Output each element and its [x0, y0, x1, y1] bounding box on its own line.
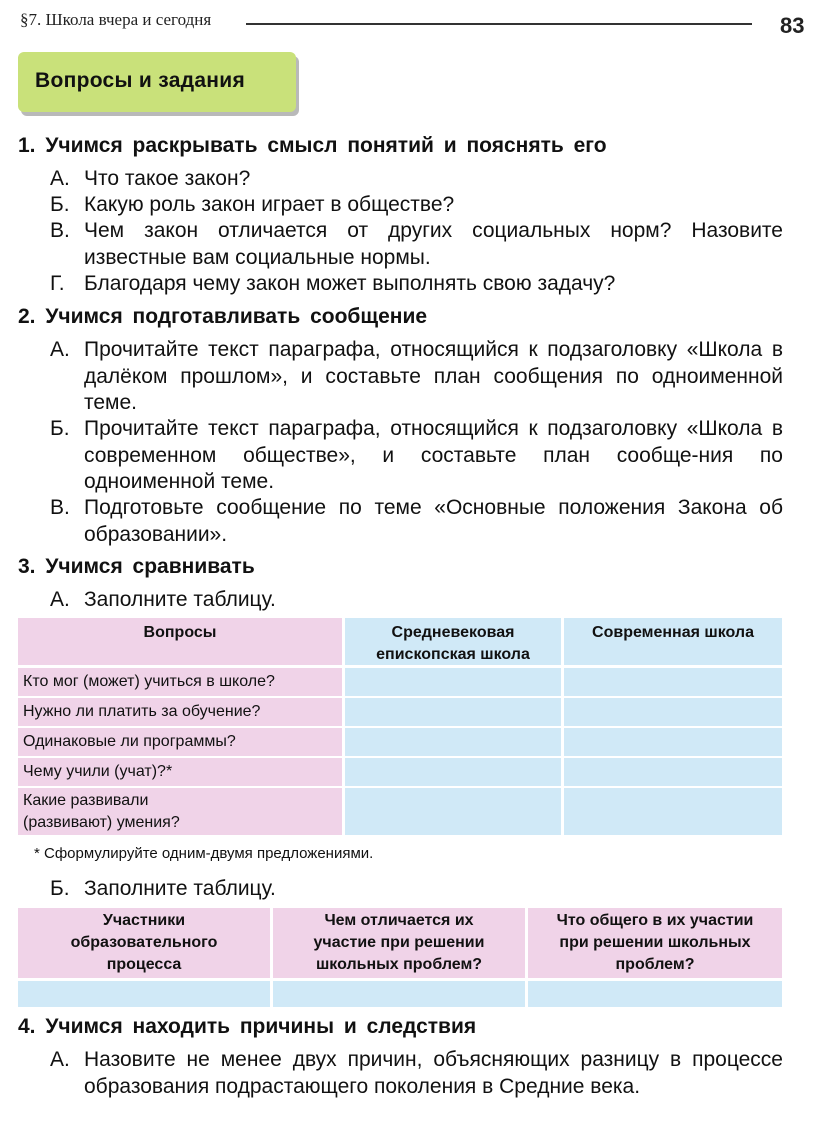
- item-letter: А.: [50, 588, 70, 611]
- list-item: [50, 587, 550, 614]
- table-cell[interactable]: [345, 698, 561, 726]
- table-row-label: Какие развивали (развивают) умения?: [18, 788, 342, 835]
- table-cell[interactable]: [564, 668, 782, 696]
- table-row-label: Кто мог (может) учиться в школе?: [18, 668, 342, 696]
- item-letter: Б.: [50, 417, 70, 440]
- table-cell[interactable]: [345, 668, 561, 696]
- table-header: Что общего в их участии при решении школьных проблем?: [528, 908, 782, 978]
- page-number: 83: [780, 13, 805, 38]
- table-header: Средневековая епископская школа: [345, 618, 561, 665]
- badge-label: Вопросы и задания: [35, 69, 246, 92]
- item-text: Прочитайте текст параграфа, относящийся к подзаголовку «Школа в далёком прошлом», и составьте план сообщения по одноименной теме.: [84, 338, 783, 414]
- item-text: Какую роль закон играет в обществе?: [84, 193, 455, 216]
- table-cell[interactable]: [345, 728, 561, 756]
- list-item: [50, 271, 790, 298]
- footnote: * Сформулируйте одним-двумя предложениями.: [34, 845, 374, 862]
- section-badge: [18, 52, 296, 112]
- question-2-title: 2. Учимся подготавливать сообщение: [18, 305, 428, 328]
- table-row-label: Нужно ли платить за обучение?: [18, 698, 342, 726]
- table-header: Вопросы: [18, 618, 342, 665]
- table-row-label: Чему учили (учат)?*: [18, 758, 342, 786]
- item-text: Прочитайте текст параграфа, относящийся к подзаголовку «Школа в современном обществе», и составьте план сообще-ния по одноименной теме.: [84, 417, 783, 493]
- list-item: [50, 1047, 790, 1127]
- question-3-title: 3. Учимся сравнивать: [18, 555, 255, 578]
- table-header: Современная школа: [564, 618, 782, 665]
- item-text: Заполните таблицу.: [84, 877, 276, 900]
- table-cell[interactable]: [564, 698, 782, 726]
- list-item: [50, 218, 790, 271]
- table-cell[interactable]: [345, 758, 561, 786]
- question-4-title: 4. Учимся находить причины и следствия: [18, 1015, 477, 1038]
- table-cell[interactable]: [273, 981, 525, 1007]
- list-item: [50, 166, 790, 193]
- item-text: Чем закон отличается от других социальных норм? Назовите известные вам социальные нормы.: [84, 219, 783, 269]
- table-row-label: Одинаковые ли программы?: [18, 728, 342, 756]
- item-letter: А.: [50, 167, 70, 190]
- table-cell[interactable]: [528, 981, 782, 1007]
- item-letter: А.: [50, 338, 70, 361]
- list-item: [50, 876, 550, 903]
- item-text: Назовите не менее двух причин, объясняющих разницу в процессе образования подрастающего поколения в Средние века.: [84, 1048, 783, 1098]
- item-letter: В.: [50, 496, 70, 519]
- table-cell[interactable]: [564, 728, 782, 756]
- table-cell[interactable]: [564, 758, 782, 786]
- table-header: Чем отличается их участие при решении школьных проблем?: [273, 908, 525, 978]
- header-rule: [246, 23, 752, 25]
- table-cell[interactable]: [18, 981, 270, 1007]
- table-cell[interactable]: [345, 788, 561, 835]
- item-letter: Б.: [50, 193, 70, 216]
- list-item: [50, 416, 790, 496]
- list-item: [50, 192, 790, 219]
- question-1-title: 1. Учимся раскрывать смысл понятий и пояснять его: [18, 134, 607, 157]
- item-letter: Б.: [50, 877, 70, 900]
- item-text: Что такое закон?: [84, 167, 251, 190]
- table-header: Участники образовательного процесса: [18, 908, 270, 978]
- table-cell[interactable]: [564, 788, 782, 835]
- item-text: Заполните таблицу.: [84, 588, 276, 611]
- item-letter: Г.: [50, 272, 65, 295]
- item-letter: А.: [50, 1048, 70, 1071]
- item-text: Благодаря чему закон может выполнять свою задачу?: [84, 272, 616, 295]
- list-item: [50, 337, 790, 417]
- item-text: Подготовьте сообщение по теме «Основные положения Закона об образовании».: [84, 496, 783, 546]
- section-title: §7. Школа вчера и сегодня: [20, 10, 212, 29]
- item-letter: В.: [50, 219, 70, 242]
- list-item: [50, 495, 790, 548]
